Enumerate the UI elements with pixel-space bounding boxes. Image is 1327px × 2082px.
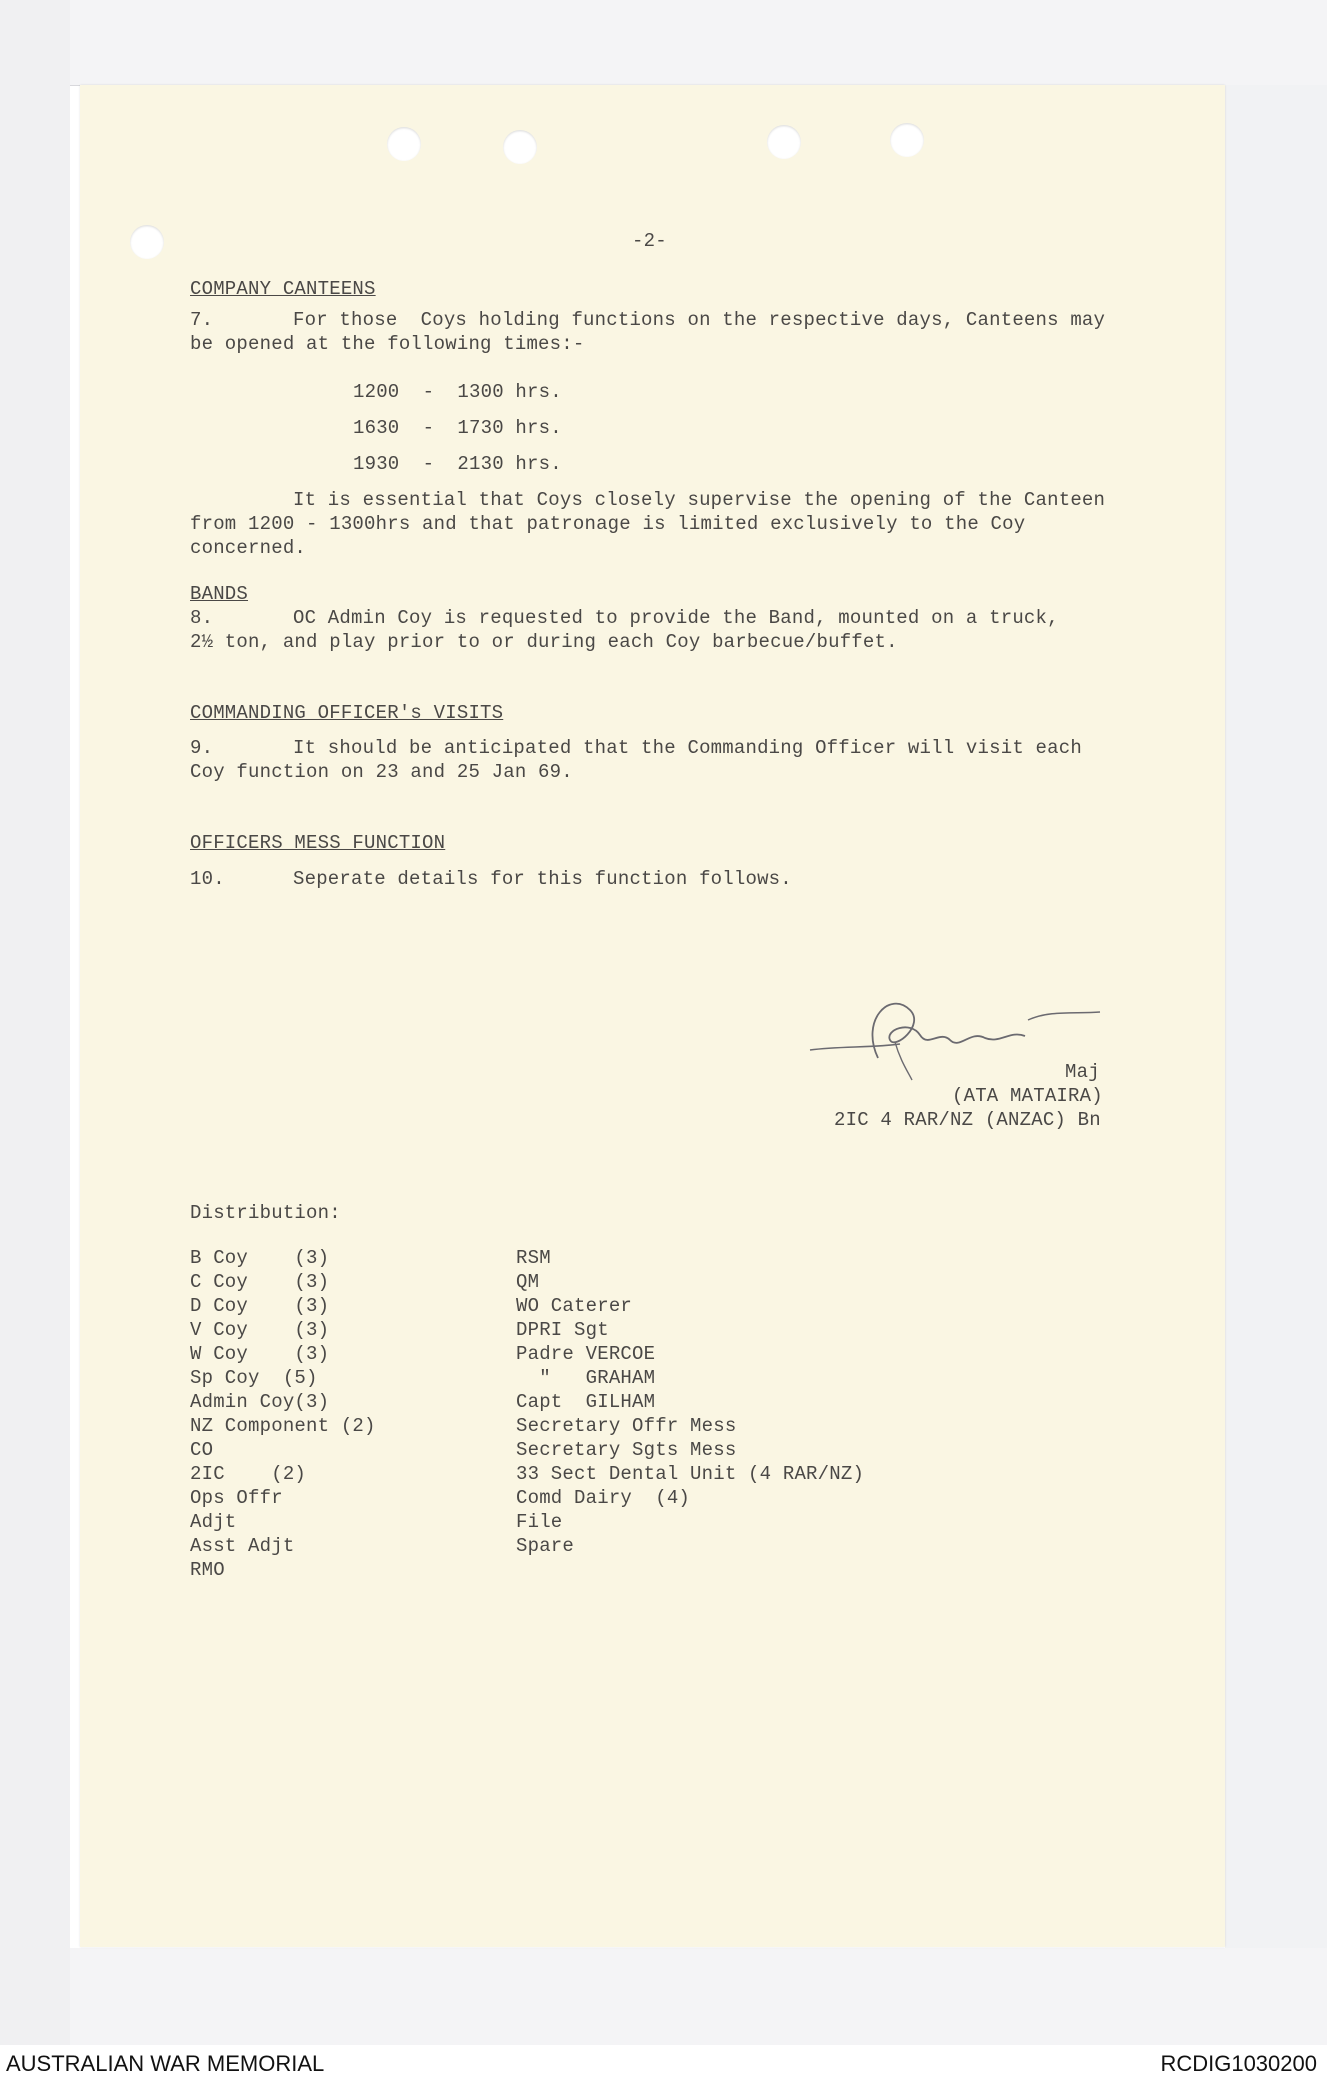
distribution-item: B Coy (3) [190, 1247, 330, 1269]
distribution-item: RMO [190, 1559, 225, 1581]
scan-margin-bottom [70, 1948, 1327, 2045]
para-8-line-2: 2½ ton, and play prior to or during each Coy barbecue/buffet. [190, 631, 898, 653]
distribution-item: 2IC (2) [190, 1463, 307, 1485]
page-number: -2- [632, 230, 667, 252]
canteen-time: 1200 - 1300 hrs. [353, 381, 562, 403]
archive-footer [0, 2045, 1327, 2082]
distribution-item: Ops Offr [190, 1487, 283, 1509]
distribution-item: CO [190, 1439, 214, 1461]
punch-hole [130, 225, 164, 259]
canteen-time: 1630 - 1730 hrs. [353, 417, 562, 439]
para-7-line-1: For those Coys holding functions on the respective days, Canteens may [293, 309, 1106, 331]
distribution-item: QM [516, 1271, 540, 1293]
para-9-line-1: It should be anticipated that the Commanding Officer will visit each [293, 737, 1082, 759]
distribution-item: Sp Coy (5) [190, 1367, 318, 1389]
section-heading-canteens: COMPANY CANTEENS [190, 278, 376, 300]
distribution-item: Comd Dairy (4) [516, 1487, 691, 1509]
para-number-8: 8. [190, 607, 214, 629]
distribution-item: NZ Component (2) [190, 1415, 376, 1437]
record-id: RCDIG1030200 [1160, 2051, 1317, 2076]
distribution-item: RSM [516, 1247, 551, 1269]
para-7-note-line-3: concerned. [190, 537, 307, 559]
canteen-time: 1930 - 2130 hrs. [353, 453, 562, 475]
distribution-heading: Distribution: [190, 1202, 341, 1224]
para-9-line-2: Coy function on 23 and 25 Jan 69. [190, 761, 573, 783]
section-heading-bands: BANDS [190, 583, 249, 605]
para-7-line-2: be opened at the following times:- [190, 333, 585, 355]
distribution-item: File [516, 1511, 563, 1533]
distribution-item: Secretary Offr Mess [516, 1415, 737, 1437]
distribution-item: C Coy (3) [190, 1271, 330, 1293]
scan-margin-right [1225, 85, 1327, 2045]
institution-name: AUSTRALIAN WAR MEMORIAL [6, 2051, 325, 2076]
scan-margin-top [70, 0, 1327, 86]
distribution-item: D Coy (3) [190, 1295, 330, 1317]
distribution-item: Capt GILHAM [516, 1391, 656, 1413]
distribution-item: Asst Adjt [190, 1535, 295, 1557]
punch-hole [503, 130, 537, 164]
para-number-9: 9. [190, 737, 214, 759]
distribution-item: Admin Coy(3) [190, 1391, 330, 1413]
distribution-column-2 [516, 1246, 864, 1558]
distribution-item: WO Caterer [516, 1295, 633, 1317]
distribution-item: Adjt [190, 1511, 237, 1533]
para-7-note-line-1: It is essential that Coys closely supervise the opening of the Canteen [293, 489, 1106, 511]
para-7-note-line-2: from 1200 - 1300hrs and that patronage is limited exclusively to the Coy [190, 513, 1026, 535]
section-heading-officers-mess: OFFICERS MESS FUNCTION [190, 832, 446, 854]
para-10-line-1: Seperate details for this function follows. [293, 868, 792, 890]
distribution-item: 33 Sect Dental Unit (4 RAR/NZ) [516, 1463, 865, 1485]
distribution-item: Secretary Sgts Mess [516, 1439, 737, 1461]
punch-hole [767, 125, 801, 159]
signatory-name: (ATA MATAIRA) [952, 1085, 1103, 1107]
distribution-item: V Coy (3) [190, 1319, 330, 1341]
document-page [80, 85, 1225, 1947]
distribution-item: " GRAHAM [516, 1367, 656, 1389]
distribution-item: Padre VERCOE [516, 1343, 656, 1365]
para-number-7: 7. [190, 309, 214, 331]
distribution-item: Spare [516, 1535, 575, 1557]
distribution-item: DPRI Sgt [516, 1319, 609, 1341]
signatory-rank: Maj [1065, 1061, 1100, 1083]
distribution-column-1 [190, 1246, 376, 1582]
para-number-10: 10. [190, 868, 225, 890]
punch-hole [890, 123, 924, 157]
section-heading-co-visits: COMMANDING OFFICER's VISITS [190, 702, 504, 724]
para-8-line-1: OC Admin Coy is requested to provide the Band, mounted on a truck, [293, 607, 1059, 629]
distribution-item: W Coy (3) [190, 1343, 330, 1365]
handwritten-signature [800, 980, 1180, 1090]
signatory-appointment: 2IC 4 RAR/NZ (ANZAC) Bn [834, 1109, 1101, 1131]
scan-margin-left [0, 0, 70, 2082]
punch-hole [387, 127, 421, 161]
